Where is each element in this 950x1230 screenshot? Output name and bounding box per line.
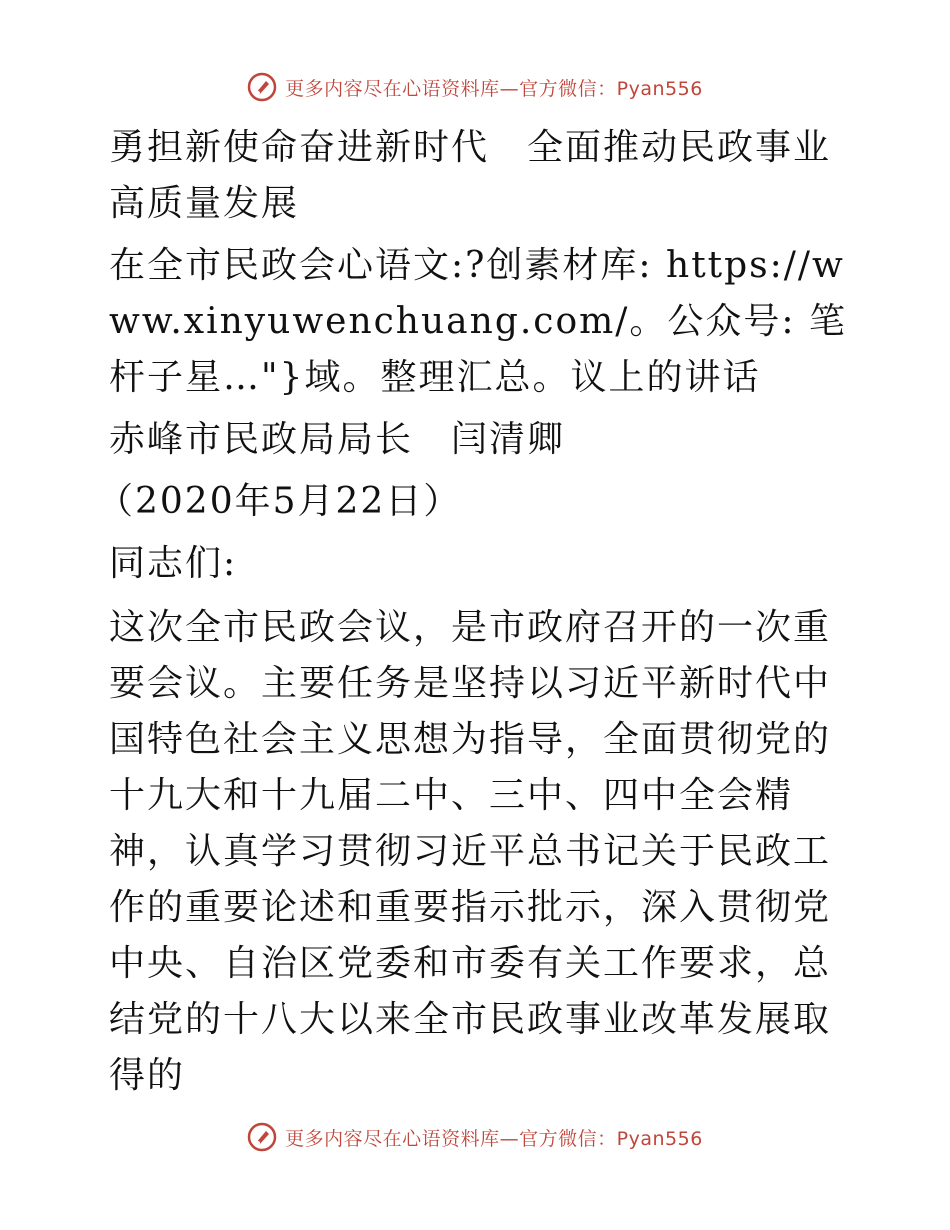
header-watermark — [0, 72, 950, 102]
date-line: （2020年5月22日） — [97, 481, 462, 522]
pen-nib-icon — [247, 72, 277, 102]
footer-watermark — [0, 1122, 950, 1152]
pen-nib-icon — [247, 1122, 277, 1152]
body-paragraph: 这次全市民政会议，是市政府召开的一次重要会议。主要任务是坚持以习近平新时代中国特色社会主义思想为指导，全面贯彻党的十九大和十九届二中、三中、四中全会精神，认真学习贯彻习近平总书记关于民政工作的重要论述和重要指示批示，深入贯彻党中央、自治区党委和市委有关工作要求，总结党的十八大以来全市民政事业改革发展取得的 — [109, 607, 832, 1096]
meeting-line: 在全市民政会心语文:?创素材库: https://www.xinyuwenchuang.com/。公众号: 笔杆子星…"}域。整理汇总。议上的讲话 — [109, 245, 847, 398]
document-title: 勇担新使命奋进新时代 全面推动民政事业高质量发展 — [109, 127, 832, 224]
document-body — [97, 120, 857, 1104]
watermark-text: 更多内容尽在心语资料库—官方微信：Pyan556 — [285, 77, 703, 100]
greeting: 同志们: — [109, 543, 238, 584]
author-line: 赤峰市民政局局长 闫清卿 — [109, 419, 566, 460]
watermark-text: 更多内容尽在心语资料库—官方微信：Pyan556 — [285, 1127, 703, 1150]
